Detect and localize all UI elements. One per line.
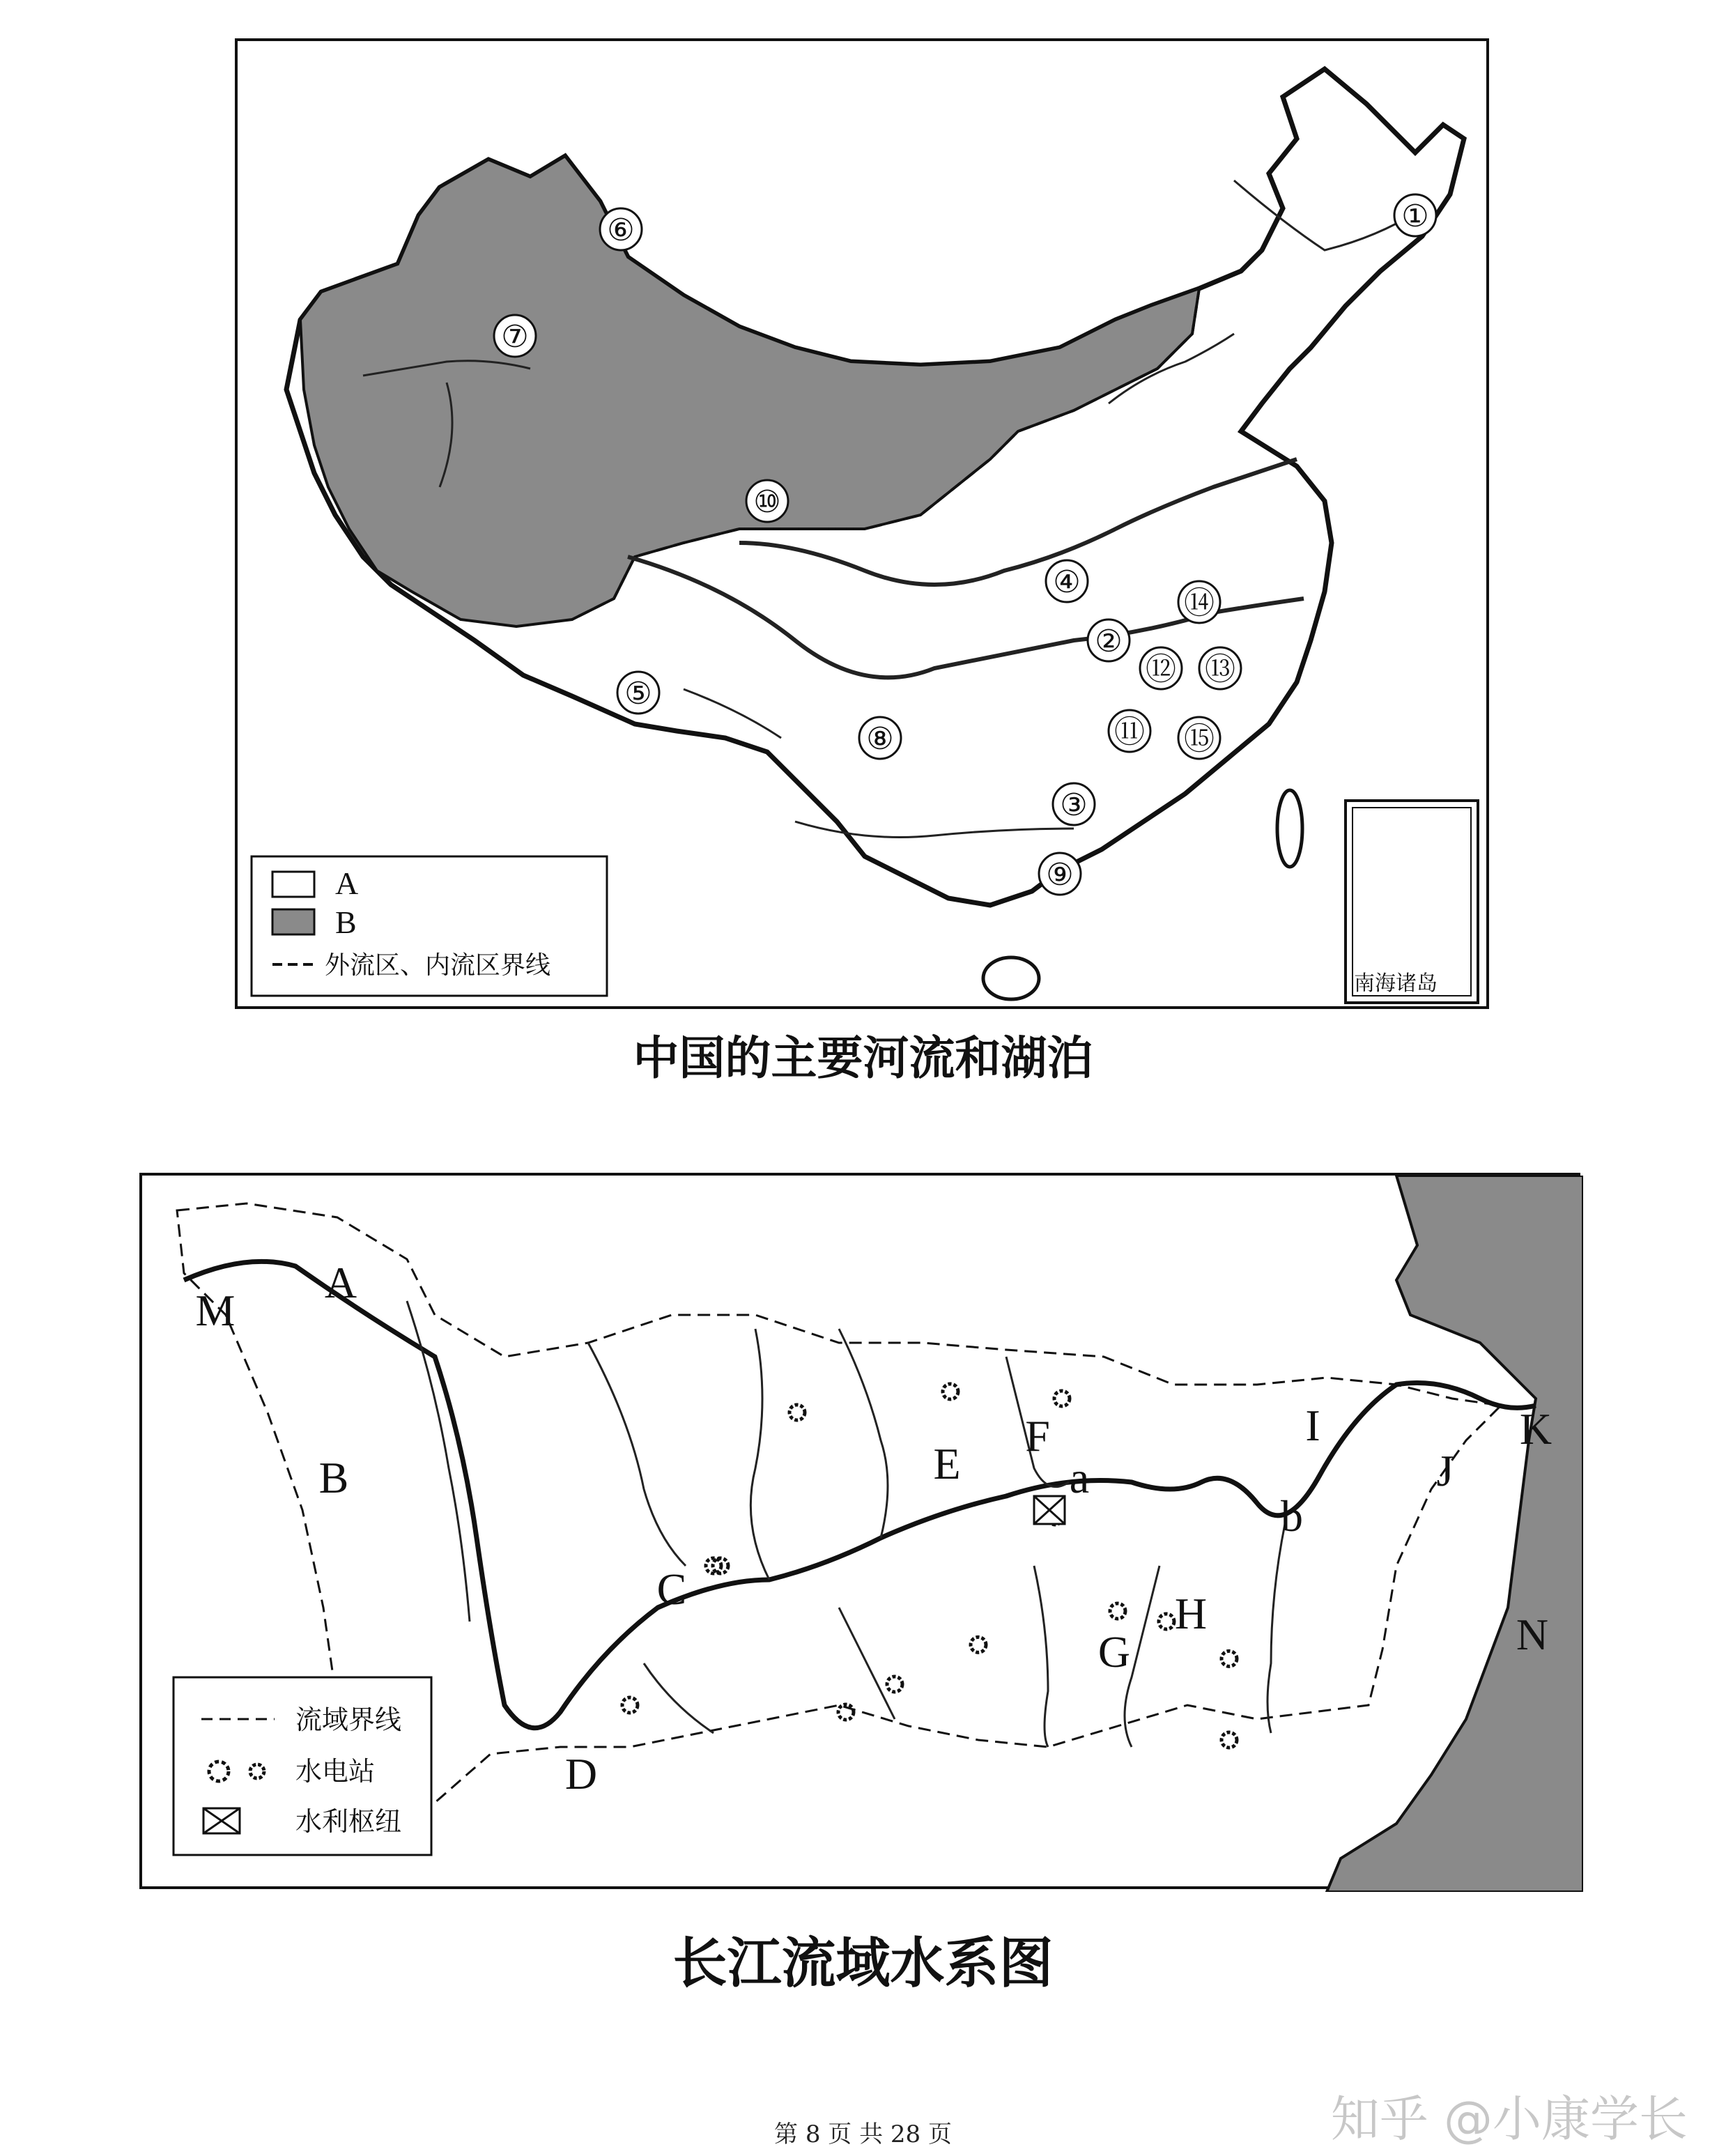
watermark: 知乎 @小康学长 <box>1330 2090 1688 2148</box>
legend-swatch-b <box>272 909 314 934</box>
hydro-station-icon <box>1110 1603 1125 1619</box>
basin-letter-a: a <box>1069 1453 1090 1502</box>
marker-label: ⑨ <box>1046 858 1074 892</box>
legend-label-boundary: 外流区、内流区界线 <box>325 951 551 980</box>
legend-label-b: B <box>335 904 357 940</box>
water-hub-icon <box>1034 1496 1065 1524</box>
taiwan-island <box>1277 790 1302 867</box>
marker-label: ② <box>1095 624 1123 659</box>
crossed-box-icon <box>203 1808 240 1833</box>
basin-letter-F: F <box>1025 1411 1050 1461</box>
yangtze-map-svg <box>142 1176 1583 1892</box>
map1-legend <box>252 856 607 996</box>
hydro-station-icon <box>887 1677 902 1692</box>
east-sea-area <box>1327 1176 1583 1892</box>
china-rivers-lakes-map <box>235 38 1489 1009</box>
basin-letter-N: N <box>1516 1610 1549 1659</box>
marker-label: ⑬ <box>1205 652 1235 686</box>
marker-label: ⑭ <box>1184 586 1215 620</box>
marker-label: ⑫ <box>1146 652 1176 686</box>
basin-letter-D: D <box>564 1749 598 1799</box>
basin-letter-J: J <box>1436 1446 1454 1495</box>
hydro-station-icon <box>622 1697 638 1713</box>
map2-title: 长江流域水系图 <box>672 1932 1054 1995</box>
basin-letter-A: A <box>324 1258 357 1307</box>
marker-label: ⑪ <box>1114 715 1145 749</box>
basin-letter-C: C <box>656 1564 687 1614</box>
basin-letter-I: I <box>1305 1401 1320 1450</box>
marker-label: ⑤ <box>624 677 652 711</box>
basin-letter-E: E <box>933 1439 961 1488</box>
yangtze-basin-map <box>139 1173 1580 1889</box>
basin-letter-b: b <box>1281 1491 1303 1541</box>
legend-label-hydro: 水电站 <box>295 1756 376 1787</box>
hydro-station-icon <box>943 1384 958 1399</box>
map1-title: 中国的主要河流和湖泊 <box>633 1031 1093 1085</box>
basin-letter-H: H <box>1174 1589 1208 1638</box>
basin-letter-M: M <box>195 1286 236 1335</box>
marker-label: ⑮ <box>1184 722 1215 756</box>
marker-label: ⑧ <box>866 722 894 756</box>
hydro-stations <box>622 1384 1237 1748</box>
legend-label-a: A <box>335 865 359 901</box>
page-number: 第 8 页 共 28 页 <box>774 2120 952 2148</box>
hydro-station-icon <box>1159 1614 1174 1629</box>
marker-label: ④ <box>1053 565 1081 599</box>
marker-label: ⑥ <box>607 213 635 247</box>
hydro-station-icon <box>1222 1732 1237 1748</box>
hydro-station-icon <box>1054 1391 1070 1406</box>
south-sea-inset <box>1346 801 1478 1003</box>
marker-label: ① <box>1401 199 1429 233</box>
marker-label: ⑦ <box>501 320 529 354</box>
legend-swatch-a <box>272 872 314 897</box>
hydro-station-icon <box>1222 1651 1237 1666</box>
marker-label: ⑩ <box>753 485 781 519</box>
basin-letter-G: G <box>1097 1627 1131 1677</box>
legend-label-basin-boundary: 流域界线 <box>295 1704 402 1735</box>
tributary-network <box>407 1301 1285 1747</box>
hainan-island <box>983 957 1039 999</box>
hydro-station-icon <box>971 1637 986 1652</box>
legend-label-hub: 水利枢纽 <box>295 1806 402 1837</box>
inset-label: 南海诸岛 <box>1354 971 1438 996</box>
basin-letter-B: B <box>318 1453 349 1502</box>
hydro-station-icon <box>789 1405 805 1420</box>
yangtze-main-river <box>184 1261 1536 1727</box>
map2-legend <box>174 1677 431 1855</box>
marker-label: ③ <box>1060 788 1088 822</box>
china-map-svg <box>238 41 1492 1012</box>
basin-letter-K: K <box>1519 1404 1552 1454</box>
